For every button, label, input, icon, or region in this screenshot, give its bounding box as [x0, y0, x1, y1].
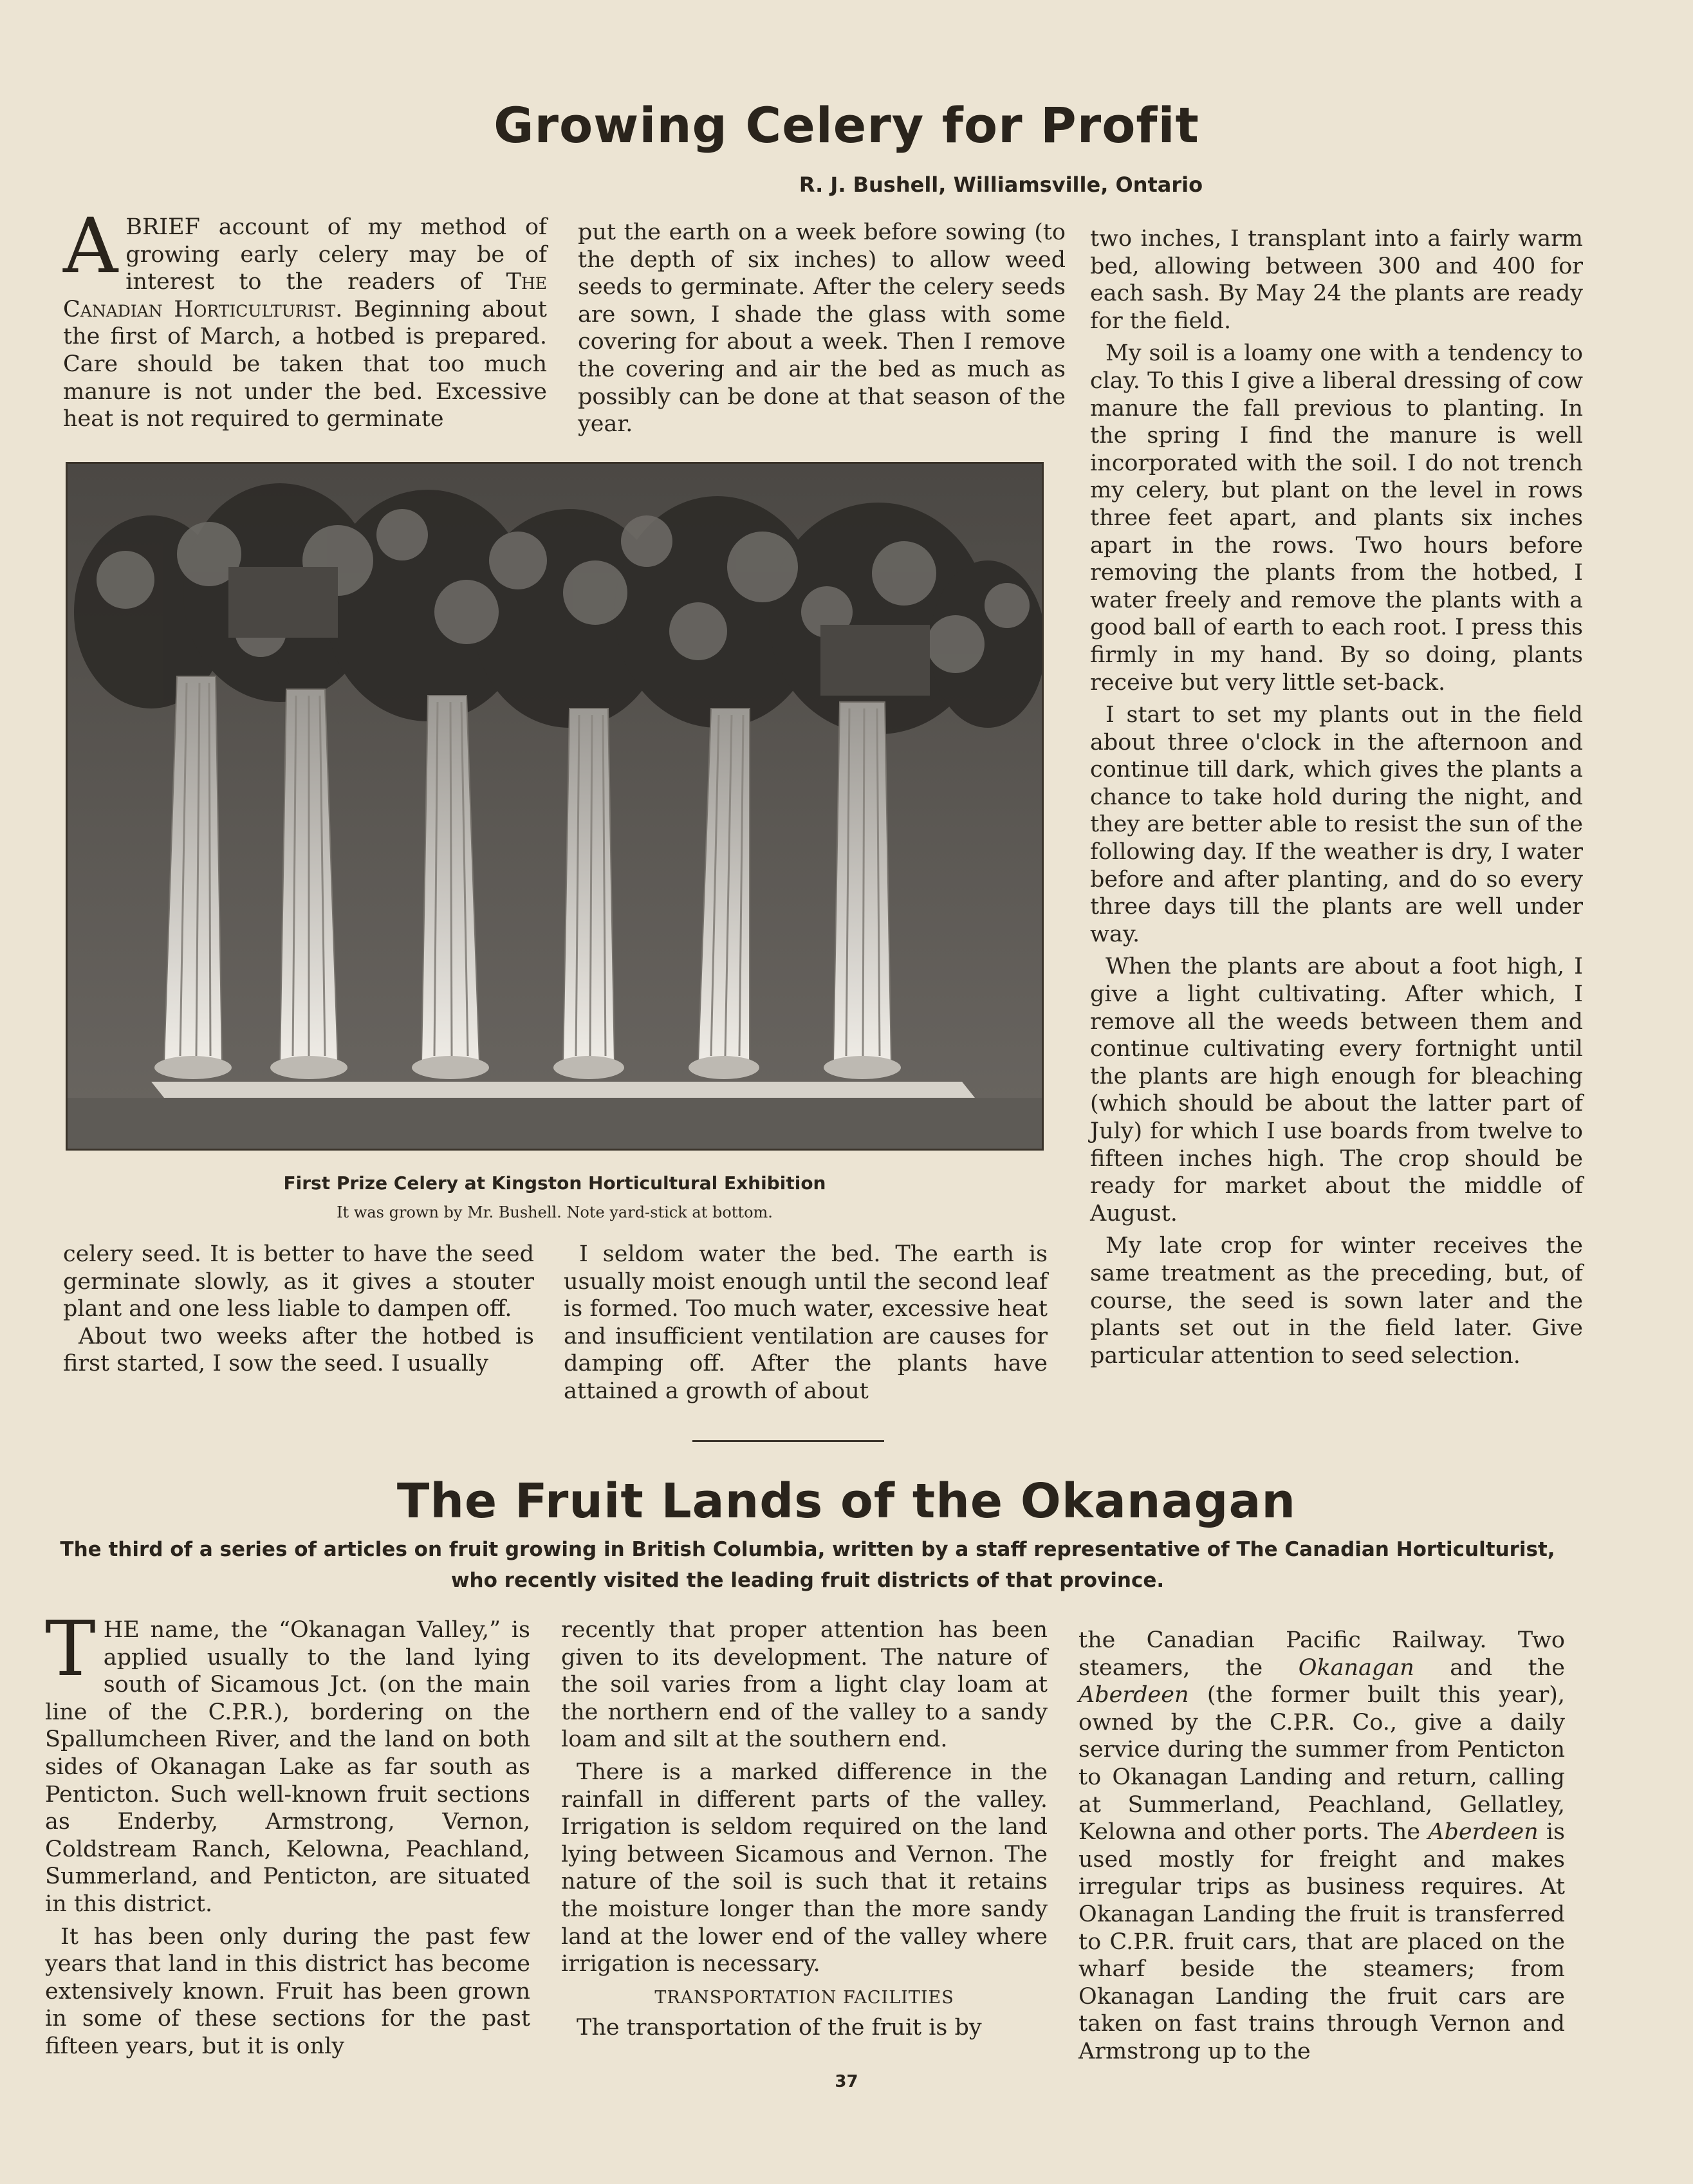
ship-name: Aberdeen: [1078, 1682, 1189, 1708]
drop-cap-t: T: [45, 1604, 96, 1693]
article2-col3: the Canadian Pacific Railway. Two steamers, the Okanagan and the Aberdeen (the former built this year), owned by the C.P.R. Co., give a daily service during the summer from Penticton to Okanagan Landing and return, calling at Summerland, Peachland, Gellatley, Kelowna and other ports. The Aberdeen is used mostly for freight and makes irregular trips as business requires. At Okanagan Landing the fruit is transferred to C.P.R. fruit cars, that are placed on the wharf beside the steamers; from Okanagan Landing the fruit cars are taken on fast trains through Vernon and Armstrong up to the: [1078, 1627, 1566, 2064]
article1-col1-top: [63, 201, 547, 433]
article2-title: The Fruit Lands of the Okanagan: [396, 1474, 1297, 1529]
celery-photo: [66, 462, 1044, 1151]
celery-photo-image: [68, 464, 1042, 1149]
photo-note: It was grown by Mr. Bushell. Note yard-stick at bottom.: [337, 1203, 773, 1221]
ship-name: Aberdeen: [1428, 1819, 1539, 1846]
publication-name: The Canadian Horticulturist: [63, 269, 547, 322]
ship-name: Okanagan: [1298, 1654, 1414, 1681]
article1-col3: two inches, I transplant into a fairly warm bed, allowing between 300 and 400 for each sash. By May 24 the plants are ready for the field. My soil is a loamy one with a tendency to clay. To this I give a liberal dressing of cow manure the fall previous to planting. In the spring I find the manure is well incorporated with the soil. I do not trench my celery, but plant on the level in rows three feet apart, and plants six inches apart in the rows. Two hours before removing the plants from the hotbed, I water freely and remove the plants with a good ball of earth to each root. I press this firmly in my hand. By so doing, plants receive but very little set-back. I start to set my plants out in the field about three o'clock in the afternoon and continue till dark, which gives the plants a chance to take hold during the night, and they are better able to resist the sun of the following day. If the weather is dry, I water before and after planting, and do so every three days till the plants are well under way. When the plants are about a foot high, I give a light cultivating. After which, I remove all the weeds between them and continue cultivating every fortnight until the plants are high enough for bleaching (which should be about the latter part of July) for which I use boards from twelve to fifteen inches high. The crop should be ready for market about the middle of August. My late crop for winter receives the same treatment as the preceding, but, of course, the seed is sown later and the plants set out in the field later. Give particular attention to seed selection.: [1090, 226, 1583, 1369]
article1-col2-top: put the earth on a week before sowing (to the depth of six inches) to allow weed seeds to germinate. After the celery seeds are sown, I shade the glass with some covering for about a week. Then I remove the covering and air the bed as much as possibly can be done at that season of the year.: [578, 219, 1066, 438]
article1-col2-bottom: I seldom water the bed. The earth is usually moist enough until the second leaf is formed. Too much water, excessive heat and insufficient ventilation are causes for damping off. After the plants have attained a growth of about: [564, 1241, 1048, 1404]
article2-col2: recently that proper attention has been given to its development. The nature of the soil varies from a light clay loam at the northern end of the valley to a sandy loam and silt at the southern end. There is a marked difference in the rainfall in different parts of the valley. Irrigation is seldom required on the land lying between Sicamous and Vernon. The nature of the soil is such that it retains the moisture longer than the more sandy land at the lower end of the valley where irrigation is necessary. TRANSPORTATION FACILITIES The transportation of the fruit is by: [561, 1617, 1048, 2041]
section-divider: [692, 1440, 884, 1442]
article1-title: Growing Celery for Profit: [494, 97, 1199, 154]
transportation-heading: TRANSPORTATION FACILITIES: [654, 1987, 954, 2008]
article2-subtitle: The third of a series of articles on fruit growing in British Columbia, written by a staff representative of The Canadian Horticulturist, who recently visited the leading fruit districts of that province.: [60, 1538, 1555, 1592]
page-number: 37: [835, 2072, 858, 2091]
article2-col1: THE name, the “Okanagan Valley,” is applied usually to the land lying south of Sicamous Jct. (on the main line of the C.P.R.), bordering on the Spallumcheen River, and the land on both sides of Okanagan Lake as far south as Penticton. Such well-known fruit sections as Enderby, Armstrong, Vernon, Coldstream Ranch, Kelowna, Peachland, Summerland, and Penticton, are situated in this district. It has been only during the past few years that land in this district has become extensively known. Fruit has been grown in some of these sections for the past fifteen years, but it is only: [45, 1604, 530, 2059]
article1-col1-bottom: celery seed. It is better to have the seed germinate slowly, as it gives a stouter plant and one less liable to dampen off. About two weeks after the hotbed is first started, I sow the seed. I usually: [63, 1241, 534, 1377]
photo-caption: First Prize Celery at Kingston Horticultural Exhibition: [283, 1172, 826, 1194]
article1-byline: R. J. Bushell, Williamsville, Ontario: [799, 172, 1203, 197]
article1-intro-paragraph: ABRIEF account of my method of growing early celery may be of interest to the readers of The Canadian Horticulturist. Beginning about the first of March, a hotbed is prepared. Care should be taken that too much manure is not under the bed. Excessive heat is not required to germinate: [63, 201, 547, 432]
drop-cap: A: [63, 201, 118, 290]
